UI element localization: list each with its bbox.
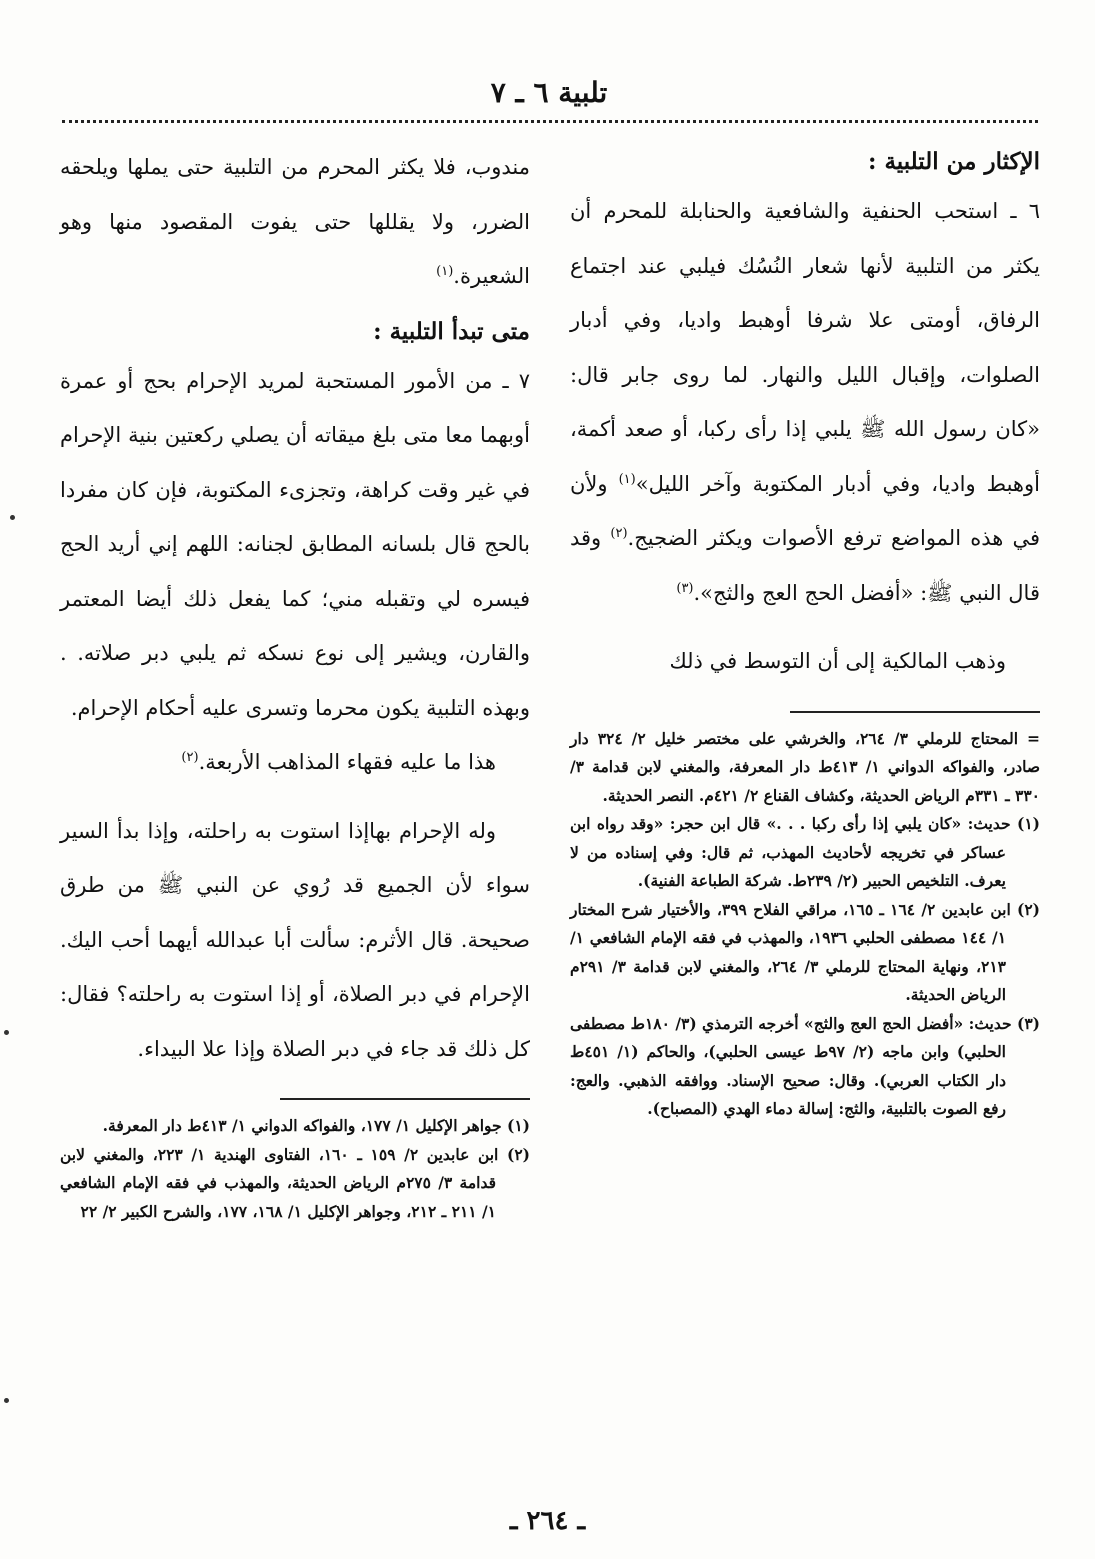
section-6-text-c: وقد قال النبي ﷺ: «أفضل الحج العج والثج».	[570, 526, 1040, 605]
section-7-detail: وله الإحرام بهاإذا استوت به راحلته، وإذا بدأ السير سواء لأن الجميع قد رُوي عن النبي ﷺ من طرق صحيحة. قال الأثرم: سألت أبا عبدالله أيهما أحب اليك. الإحرام في دبر الصلاة، أو إذا استوت به راحلته؟ فقال: كل ذلك قد جاء في دبر الصلاة وإذا علا البيداء.	[60, 818, 530, 1061]
margin-dot	[10, 515, 15, 520]
page-number: ـ ٢٦٤ ـ	[509, 1506, 586, 1536]
section-6-text-b: ولأن في هذه المواضع ترفع الأصوات ويكثر الضجيج.	[570, 471, 1040, 550]
section-7-body: ٧ ـ من الأمور المستحبة لمريد الإحرام بحج أو عمرة أوبهما معا متى بلغ ميقاته أن يصلي ركعتين بنية الإحرام في غير وقت كراهة، وتجزىء المكتوبة، فإن كان مفردا بالحج قال بلسانه المطابق لجنانه: اللهم إني أريد الحج فيسره لي وتقبله مني؛ كما يفعل ذلك أيضا المعتمر والقارن، ويشير إلى نوع نسكه ثم يلبي دبر صلاته. . وبهذه التلبية يكون محرما وتسرى عليه أحكام الإحرام.	[60, 368, 530, 720]
section-6-text-a: ٦ ـ استحب الحنفية والشافعية والحنابلة للمحرم أن يكثر من التلبية لأنها شعار النُسُك فيلبي عند اجتماع الرفاق، أومتى علا شرفا أوهبط واديا، وفي أدبار الصلوات، وإقبال الليل والنهار. لما روى جابر قال: «كان رسول الله ﷺ يلبي إذا رأى ركبا، أو صعد أكمة، أوهبط واديا، وفي أدبار المكتوبة وآخر الليل»	[570, 199, 1040, 496]
continued-paragraph	[60, 140, 530, 304]
footnote-divider	[790, 711, 1040, 713]
section-6-continuation: وذهب المالكية إلى أن التوسط في ذلك	[669, 649, 1006, 673]
continued-text: مندوب، فلا يكثر المحرم من التلبية حتى يملها ويلحقه الضرر، ولا يقللها حتى يفوت المقصود منها وهو الشعيرة.	[60, 155, 530, 288]
footnote-2: (٢) ابن عابدين ٢/ ١٦٤ ـ ١٦٥، مراقي الفلاح ٣٩٩، والأختيار شرح المختار ١/ ١٤٤ مصطفى الحلبي ١٩٣٦، والمهذب في فقه الإمام الشافعي ١/ ٢١٣، ونهاية المحتاج للرملي ٣/ ٢٦٤، والمغني لابن قدامة ٣/ ٢٩١م الرياض الحديثة.	[570, 899, 1040, 1004]
summary-text: هذا ما عليه فقهاء المذاهب الأربعة.	[198, 750, 496, 774]
footnote-ref: (٢)	[610, 526, 628, 541]
footnote-divider	[280, 1098, 530, 1100]
footnote-ref: (٣)	[676, 580, 694, 596]
footnote-1: (١) حديث: «كان يلبي إذا رأى ركبا . . .» قال ابن حجر: «وقد رواه ابن عساكر في تخريجه لأحاديث المهذب، ثم قال: وفي إسناده من لا يعرف. التلخيص الحبير (٢/ ٢٣٩ط. شركة الطباعة الفنية).	[570, 814, 1040, 890]
page-header: تلبية ٦ ـ ٧	[490, 76, 608, 109]
section-heading-6: الإكثار من التلبية :	[867, 148, 1040, 175]
header-divider	[62, 120, 1038, 123]
footnote-ref: (١)	[436, 264, 454, 279]
section-6-body	[570, 184, 1040, 620]
footnote-ref: (١)	[618, 471, 636, 487]
section-7-summary	[60, 735, 530, 790]
footnote-continued: = المحتاج للرملي ٣/ ٢٦٤، والخرشي على مختصر خليل ٢/ ٣٢٤ دار صادر، والفواكه الدواني ١/ ٤١٣ط دار المعرفة، والمغني لابن قدامة ٣/ ٣٣٠ ـ ٣٣١م الرياض الحديثة، وكشاف القناع ٢/ ٤٢١م. النصر الحديثة.	[570, 728, 1041, 805]
left-column	[60, 140, 530, 1226]
right-column	[570, 140, 1040, 1124]
footnote-2: (٢) ابن عابدين ٢/ ١٥٩ ـ ١٦٠، الفتاوى الهندية ١/ ٢٢٣، والمغني لابن قدامة ٣/ ٢٧٥م الرياض الحديثة، والمهذب في فقه الإمام الشافعي ١/ ٢١١ ـ ٢١٢، وجواهر الإكليل ١/ ١٦٨، ١٧٧، والشرح الكبير ٢/ ٢٢	[60, 1144, 530, 1221]
footnote-1: (١) جواهر الإكليل ١/ ١٧٧، والفواكه الدواني ١/ ٤١٣ط دار المعرفة.	[102, 1116, 530, 1135]
footnote-ref: (٢)	[181, 750, 199, 765]
margin-dot	[4, 1398, 9, 1403]
footnote-3: (٣) حديث: «أفضل الحج العج والثج» أخرجه الترمذي (٣/ ١٨٠ط مصطفى الحلبي) وابن ماجه (٢/ ٩٧ط عيسى الحلبي)، والحاكم (١/ ٤٥١ط دار الكتاب العربي). وقال: صحيح الإسناد. ووافقه الذهبي. والعج: رفع الصوت بالتلبية، والثج: إسالة دماء الهدي (المصباح).	[570, 1013, 1040, 1118]
margin-dot	[4, 1030, 9, 1035]
section-heading-7: متى تبدأ التلبية :	[373, 317, 530, 345]
